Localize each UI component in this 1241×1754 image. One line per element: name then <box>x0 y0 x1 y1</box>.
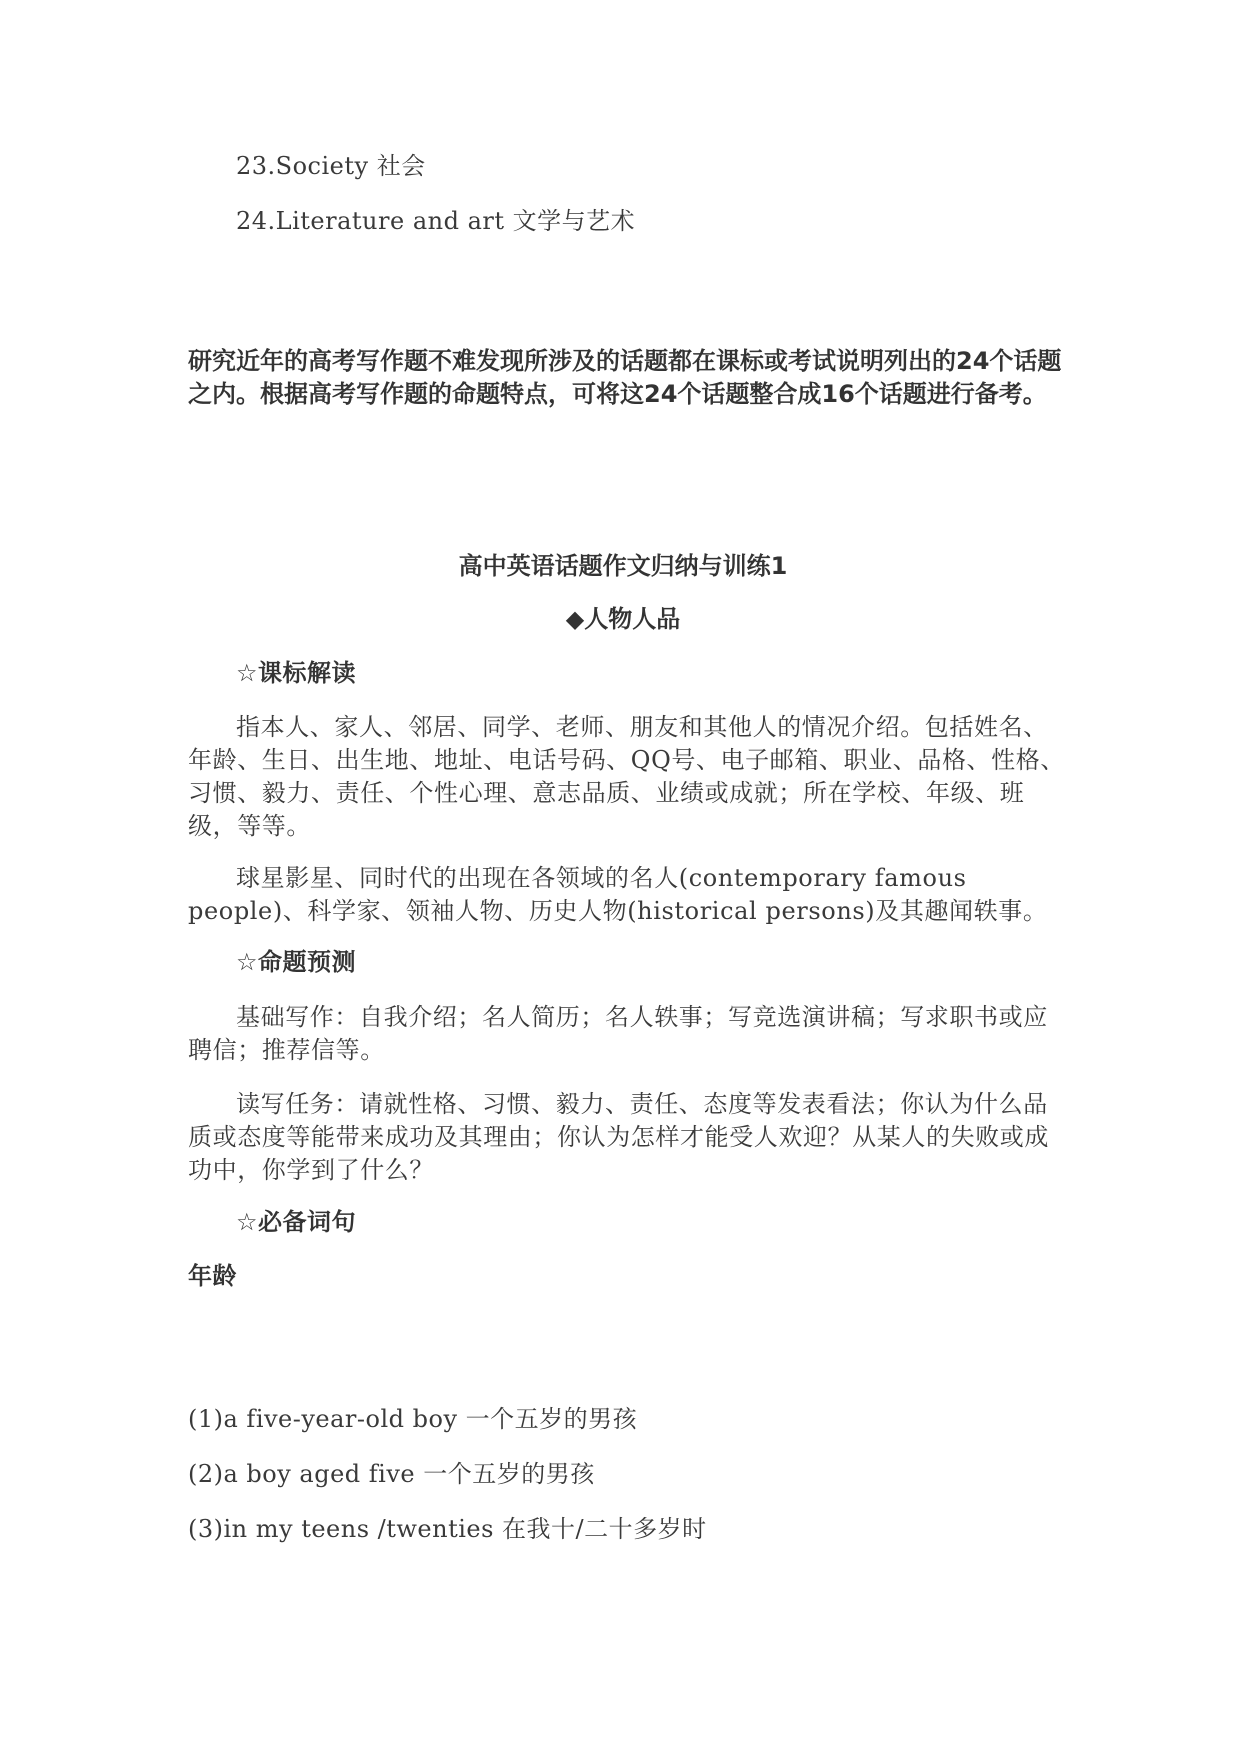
prediction-paragraph-1: 基础写作：自我介绍；名人简历；名人轶事；写竞选演讲稿；写求职书或应聘信；推荐信等。 <box>188 1003 1048 1064</box>
phrase-item: (1)a five-year-old boy 一个五岁的男孩 <box>188 1405 638 1433</box>
interpretation-paragraph-1: 指本人、家人、邻居、同学、老师、朋友和其他人的情况介绍。包括姓名、年龄、生日、出生地、地址、电话号码、QQ号、电子邮箱、职业、品格、性格、习惯、毅力、责任、个性心理、意志品质、业绩或成就；所在学校、年级、班级，等等。 <box>188 713 1065 840</box>
list-item-society: 23.Society 社会 <box>236 152 426 180</box>
prediction-paragraph-2: 读写任务：请就性格、习惯、毅力、责任、态度等发表看法；你认为什么品质或态度等能带来成功及其理由；你认为怎样才能受人欢迎？从某人的失败或成功中，你学到了什么？ <box>188 1090 1049 1184</box>
intro-paragraph: 研究近年的高考写作题不难发现所涉及的话题都在课标或考试说明列出的24个话题之内。根据高考写作题的命题特点，可将这24个话题整合成16个话题进行备考。 <box>188 347 1062 408</box>
list-item-literature-art: 24.Literature and art 文学与艺术 <box>236 207 636 235</box>
section-heading-interpretation: ☆课标解读 <box>236 659 357 687</box>
section-heading-prediction: ☆命题预测 <box>236 948 357 976</box>
topic-heading: ◆人物人品 <box>565 605 681 633</box>
page-title: 高中英语话题作文归纳与训练1 <box>458 552 788 580</box>
phrase-item: (3)in my teens /twenties 在我十/二十多岁时 <box>188 1515 707 1543</box>
age-subheading: 年龄 <box>188 1262 237 1290</box>
interpretation-paragraph-2: 球星影星、同时代的出现在各领域的名人(contemporary famous people)、科学家、领袖人物、历史人物(historical persons)及其趣闻轶事。 <box>188 864 1048 925</box>
section-heading-vocabulary: ☆必备词句 <box>236 1208 357 1236</box>
phrase-item: (2)a boy aged five 一个五岁的男孩 <box>188 1460 595 1488</box>
